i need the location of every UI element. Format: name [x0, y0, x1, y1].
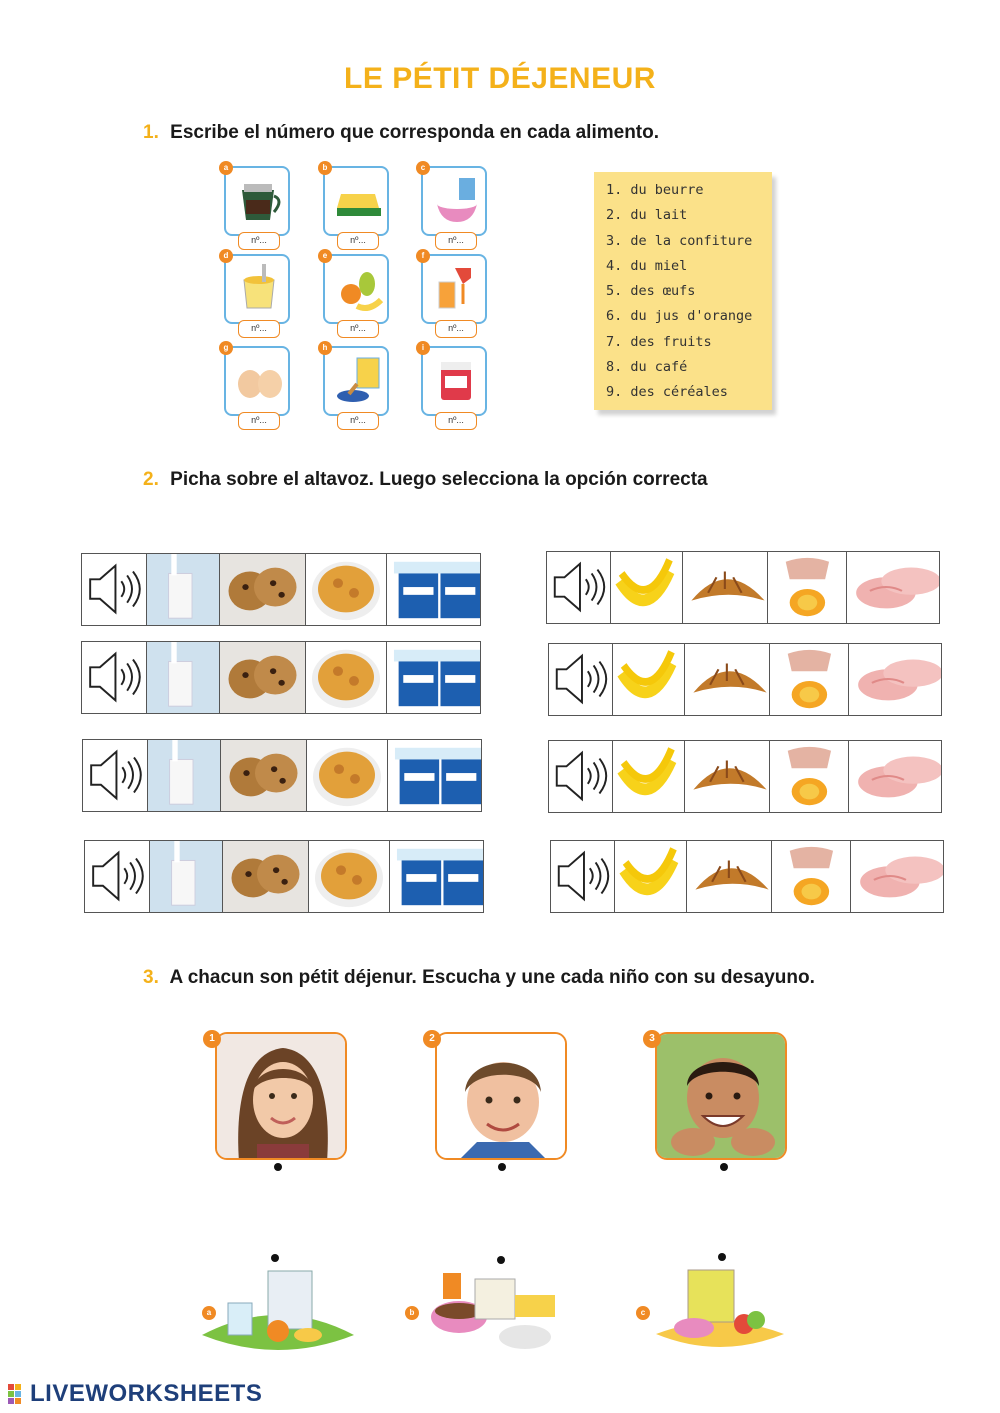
answer-option[interactable] — [309, 841, 390, 912]
number-answer-field[interactable]: nº... — [337, 320, 379, 338]
ham-icon — [849, 741, 941, 812]
breakfast-tray-c-icon — [650, 1262, 790, 1360]
child-photo-1 — [215, 1032, 347, 1160]
answer-option[interactable] — [147, 554, 220, 625]
answer-option[interactable] — [223, 841, 309, 912]
answer-option[interactable] — [306, 642, 387, 713]
cookies-icon — [220, 554, 305, 625]
milk-icon — [147, 642, 219, 713]
answer-option[interactable] — [150, 841, 223, 912]
egg-icon — [768, 552, 847, 623]
card-letter: d — [219, 249, 233, 263]
boy-face-icon — [437, 1034, 567, 1160]
answer-option[interactable] — [306, 554, 387, 625]
number-answer-field[interactable]: nº... — [337, 232, 379, 250]
exercise-3-text: A chacun son pétit déjenur. Escucha y une cada niño con su desayuno. — [169, 967, 815, 988]
speaker-icon[interactable] — [551, 841, 614, 912]
smiling-boy-icon — [657, 1034, 787, 1160]
answer-option[interactable] — [613, 741, 685, 812]
orange-juice-icon — [429, 262, 483, 316]
cereal-bowl-icon — [306, 554, 386, 625]
answer-option[interactable] — [611, 552, 683, 623]
yogurt-icon — [388, 740, 481, 811]
number-answer-field[interactable]: nº... — [435, 232, 477, 250]
bananas-icon — [611, 552, 682, 623]
eggs-icon — [232, 354, 286, 408]
breakfast-tray-b-icon — [415, 1265, 575, 1360]
answer-option[interactable] — [388, 740, 481, 811]
speaker-icon[interactable] — [82, 642, 146, 713]
cereal-bowl-icon — [307, 740, 387, 811]
answer-option[interactable] — [772, 841, 852, 912]
speaker-icon[interactable] — [85, 841, 149, 912]
speaker-icon[interactable] — [547, 552, 610, 623]
child-number-3: 3 — [643, 1030, 661, 1048]
list-item: 1. du beurre — [606, 182, 704, 198]
croissant-icon — [685, 741, 769, 812]
answer-option[interactable] — [768, 552, 848, 623]
liveworksheets-logo-icon — [8, 1384, 28, 1406]
cereal-bowl-icon — [306, 642, 386, 713]
exercise-1-number: 1. — [143, 122, 159, 143]
tray-letter-b: b — [405, 1306, 419, 1320]
card-letter: g — [219, 341, 233, 355]
answer-option[interactable] — [387, 554, 480, 625]
card-letter: h — [318, 341, 332, 355]
answer-option[interactable] — [390, 841, 483, 912]
yogurt-icon — [390, 841, 483, 912]
answer-option[interactable] — [307, 740, 388, 811]
speaker-button[interactable] — [82, 554, 147, 625]
answer-option[interactable] — [849, 741, 941, 812]
answer-option[interactable] — [147, 642, 220, 713]
answer-option[interactable] — [851, 841, 943, 912]
exercise-3-number: 3. — [143, 967, 159, 988]
list-item: 7. des fruits — [606, 333, 712, 350]
girl-face-icon — [217, 1034, 347, 1160]
speaker-button[interactable] — [551, 841, 615, 912]
number-answer-field[interactable]: nº... — [435, 320, 477, 338]
bananas-icon — [613, 644, 684, 715]
match-dot-child-3[interactable] — [720, 1163, 728, 1171]
exercise-2-heading — [143, 469, 708, 491]
egg-icon — [772, 841, 851, 912]
food-card-g — [223, 343, 290, 416]
answer-option[interactable] — [220, 554, 306, 625]
ham-icon — [851, 841, 943, 912]
card-letter: a — [219, 161, 233, 175]
croissant-icon — [683, 552, 767, 623]
speaker-icon[interactable] — [549, 644, 612, 715]
number-answer-field[interactable]: nº... — [337, 412, 379, 430]
exercise-2-text: Picha sobre el altavoz. Luego selecciona la opción correcta — [170, 469, 708, 490]
answer-option[interactable] — [221, 740, 307, 811]
child-photo-2 — [435, 1032, 567, 1160]
match-dot-child-1[interactable] — [274, 1163, 282, 1171]
answer-option[interactable] — [849, 644, 941, 715]
left-audio-row-1 — [81, 553, 481, 626]
answer-option[interactable] — [613, 644, 685, 715]
answer-option[interactable] — [685, 741, 770, 812]
card-letter: e — [318, 249, 332, 263]
tray-letter-a: a — [202, 1306, 216, 1320]
food-card-i — [421, 343, 487, 416]
left-audio-row-3 — [82, 739, 482, 812]
food-card-d — [223, 251, 290, 324]
number-answer-field[interactable]: nº... — [238, 232, 280, 250]
answer-option[interactable] — [148, 740, 221, 811]
list-item: 2. du lait — [606, 207, 688, 224]
right-audio-row-3 — [548, 740, 942, 813]
food-card-f — [421, 251, 487, 324]
right-audio-row-2 — [548, 643, 942, 716]
speaker-button[interactable] — [549, 741, 613, 812]
cookies-icon — [220, 642, 305, 713]
match-dot-tray-c[interactable] — [718, 1253, 726, 1261]
yogurt-icon — [387, 642, 480, 713]
exercise-2-number: 2. — [143, 469, 159, 490]
child-photo-3 — [655, 1032, 787, 1160]
honey-jar-icon — [232, 262, 286, 316]
coffee-pot-icon — [232, 174, 286, 228]
child-number-1: 1 — [203, 1030, 221, 1048]
fruits-icon — [331, 262, 385, 316]
food-card-h — [322, 343, 389, 416]
card-letter: i — [416, 341, 430, 355]
milk-bowl-icon — [429, 174, 483, 228]
answer-option[interactable] — [770, 741, 850, 812]
match-dot-tray-b[interactable] — [497, 1256, 505, 1264]
speaker-icon[interactable] — [82, 554, 146, 625]
egg-icon — [770, 644, 849, 715]
speaker-button[interactable] — [547, 552, 611, 623]
milk-icon — [147, 554, 219, 625]
milk-icon — [148, 740, 220, 811]
cereal-icon — [331, 354, 385, 408]
speaker-button[interactable] — [549, 644, 613, 715]
yogurt-icon — [387, 554, 480, 625]
speaker-icon[interactable] — [83, 740, 147, 811]
food-card-e — [322, 251, 389, 324]
breakfast-tray-a-icon — [198, 1265, 358, 1360]
match-dot-tray-a[interactable] — [271, 1254, 279, 1262]
croissant-icon — [685, 644, 769, 715]
food-card-a — [223, 163, 290, 236]
speaker-button[interactable] — [85, 841, 150, 912]
answer-option[interactable] — [685, 644, 770, 715]
food-card-b — [322, 163, 389, 236]
tray-letter-c: c — [636, 1306, 650, 1320]
bananas-icon — [613, 741, 684, 812]
cereal-bowl-icon — [309, 841, 389, 912]
answer-option[interactable] — [687, 841, 772, 912]
number-answer-field[interactable]: nº... — [238, 412, 280, 430]
bananas-icon — [615, 841, 686, 912]
answer-option[interactable] — [683, 552, 768, 623]
croissant-icon — [687, 841, 771, 912]
list-item: 4. du miel — [606, 257, 688, 274]
list-item: 3. de la confiture — [606, 232, 753, 249]
egg-icon — [770, 741, 849, 812]
list-item: 6. du jus d'orange — [606, 308, 753, 325]
list-item: 8. du café — [606, 359, 688, 376]
right-audio-row-4 — [550, 840, 944, 913]
speaker-button[interactable] — [83, 740, 148, 811]
speaker-icon[interactable] — [549, 741, 612, 812]
answer-option[interactable] — [220, 642, 306, 713]
speaker-button[interactable] — [82, 642, 147, 713]
jam-jar-icon — [429, 354, 483, 408]
brand-wordmark: LIVEWORKSHEETS — [30, 1380, 263, 1407]
answer-option[interactable] — [387, 642, 480, 713]
left-audio-row-4 — [84, 840, 484, 913]
food-card-c — [420, 163, 487, 236]
food-word-list — [594, 172, 772, 410]
butter-icon — [331, 174, 385, 228]
card-letter: f — [416, 249, 430, 263]
number-answer-field[interactable]: nº... — [238, 320, 280, 338]
page-title: LE PÉTIT DÉJENEUR — [344, 62, 656, 95]
list-item: 9. des céréales — [606, 384, 728, 401]
exercise-1-heading — [143, 122, 659, 144]
cookies-icon — [223, 841, 308, 912]
card-letter: b — [318, 161, 332, 175]
cookies-icon — [221, 740, 306, 811]
child-number-2: 2 — [423, 1030, 441, 1048]
milk-icon — [150, 841, 222, 912]
right-audio-row-1 — [546, 551, 940, 624]
card-letter: c — [416, 161, 430, 175]
ham-icon — [847, 552, 939, 623]
ham-icon — [849, 644, 941, 715]
number-answer-field[interactable]: nº... — [435, 412, 477, 430]
answer-option[interactable] — [770, 644, 850, 715]
list-item: 5. des œufs — [606, 283, 696, 300]
exercise-1-text: Escribe el número que corresponda en cada alimento. — [170, 122, 660, 143]
left-audio-row-2 — [81, 641, 481, 714]
answer-option[interactable] — [615, 841, 687, 912]
answer-option[interactable] — [847, 552, 939, 623]
exercise-3-heading — [143, 967, 815, 989]
match-dot-child-2[interactable] — [498, 1163, 506, 1171]
